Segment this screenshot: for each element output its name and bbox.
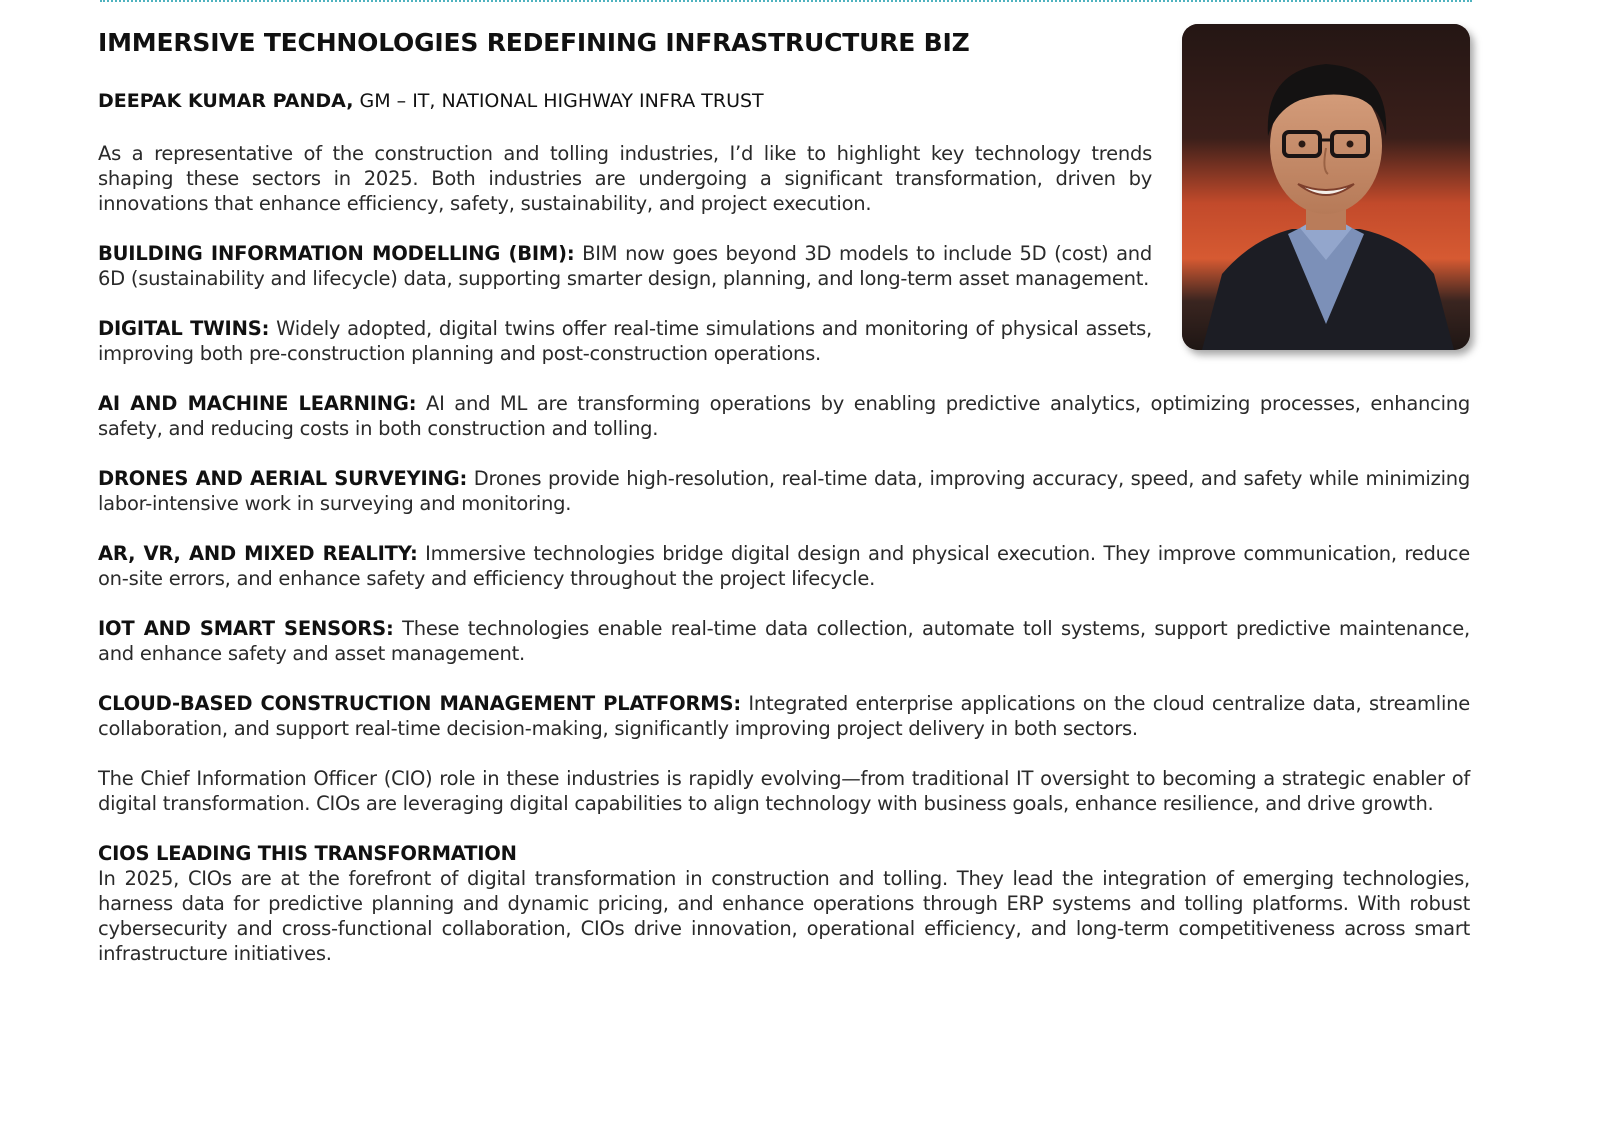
intro-paragraph: As a representative of the construction and tolling industries, I’d like to highlight key technology trends shaping these sectors in 2025. Both industries are undergoing a significant transformation, driven by innovations that enhance efficiency, safety, sustainability, and project execution. — [98, 142, 1152, 215]
section-lead: BUILDING INFORMATION MODELLING (BIM): — [98, 242, 575, 265]
section-lead: IOT AND SMART SENSORS: — [98, 617, 394, 640]
section-ar-vr — [98, 541, 1470, 591]
section-drones — [98, 466, 1470, 516]
cio-role-paragraph: The Chief Information Officer (CIO) role in these industries is rapidly evolving—from traditional IT oversight to becoming a strategic enabler of digital transformation. CIOs are leveraging digital capabilities to align technology with business goals, enhance resilience, and drive growth. — [98, 767, 1470, 815]
section-text: BIM now goes beyond 3D models to include 5D (cost) and 6D (sustainability and lifecycle) data, supporting smarter design, planning, and long-term asset management. — [98, 242, 1152, 290]
section-text: Immersive technologies bridge digital design and physical execution. They improve communication, reduce on-site errors, and enhance safety and efficiency throughout the project lifecycle. — [98, 542, 1470, 590]
article — [98, 26, 1470, 966]
section-text: Integrated enterprise applications on the cloud centralize data, streamline collaboration, and support real-time decision-making, significantly improving project delivery in both sectors. — [98, 692, 1470, 740]
section-lead: DRONES AND AERIAL SURVEYING: — [98, 467, 468, 490]
section-text: Widely adopted, digital twins offer real-time simulations and monitoring of physical assets, improving both pre-construction planning and post-construction operations. — [98, 317, 1152, 365]
author-byline — [98, 88, 1470, 114]
section-ai-ml — [98, 391, 1470, 441]
closing-paragraph: In 2025, CIOs are at the forefront of digital transformation in construction and tolling. They lead the integration of emerging technologies, harness data for predictive planning and dynamic pricing, and enhance operations through ERP systems and tolling platforms. With robust cybersecurity and cross-functional collaboration, CIOs drive innovation, operational efficiency, and long-term competitiveness across smart infrastructure initiatives. — [98, 867, 1470, 965]
closing-heading: CIOS LEADING THIS TRANSFORMATION — [98, 842, 517, 865]
article-title: IMMERSIVE TECHNOLOGIES REDEFINING INFRASTRUCTURE BIZ — [98, 28, 970, 57]
section-text: Drones provide high-resolution, real-time data, improving accuracy, speed, and safety while minimizing labor-intensive work in surveying and monitoring. — [98, 467, 1470, 515]
section-lead: CLOUD-BASED CONSTRUCTION MANAGEMENT PLATFORMS: — [98, 692, 741, 715]
section-text: These technologies enable real-time data collection, automate toll systems, support predictive maintenance, and enhance safety and asset management. — [98, 617, 1471, 665]
top-dotted-divider — [100, 0, 1472, 5]
section-cloud — [98, 691, 1470, 741]
section-bim — [98, 241, 1152, 291]
author-role: GM – IT, NATIONAL HIGHWAY INFRA TRUST — [353, 90, 764, 112]
section-lead: AR, VR, AND MIXED REALITY: — [98, 542, 418, 565]
section-lead: AI AND MACHINE LEARNING: — [98, 392, 417, 415]
section-digital-twins — [98, 316, 1152, 366]
section-lead: DIGITAL TWINS: — [98, 317, 270, 340]
section-iot — [98, 616, 1470, 666]
author-name: DEEPAK KUMAR PANDA, — [98, 90, 354, 112]
section-text: AI and ML are transforming operations by enabling predictive analytics, optimizing processes, enhancing safety, and reducing costs in both construction and tolling. — [98, 392, 1471, 440]
